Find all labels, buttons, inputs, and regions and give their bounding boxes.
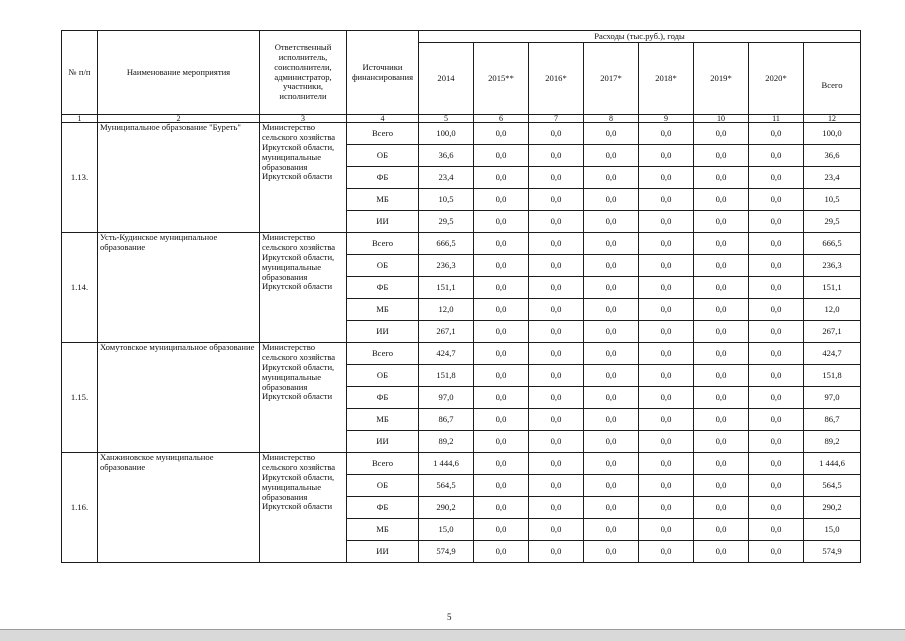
value-cell: 0,0 [749,167,804,189]
value-cell: 0,0 [584,519,639,541]
value-cell: 0,0 [639,541,694,563]
funding-source: ОБ [347,365,419,387]
funding-source: Всего [347,233,419,255]
column-number: 6 [474,115,529,123]
value-cell: 0,0 [694,211,749,233]
funding-source: ОБ [347,475,419,497]
value-cell: 0,0 [749,255,804,277]
value-cell: 267,1 [419,321,474,343]
value-cell: 0,0 [694,145,749,167]
funding-source: ФБ [347,167,419,189]
value-cell: 0,0 [749,321,804,343]
value-cell: 0,0 [749,453,804,475]
value-total-cell: 89,2 [804,431,861,453]
value-cell: 0,0 [529,365,584,387]
value-cell: 0,0 [639,387,694,409]
item-number: 1.15. [62,343,98,453]
value-cell: 0,0 [584,189,639,211]
funding-source: ОБ [347,255,419,277]
budget-table [61,30,861,563]
value-cell: 0,0 [749,211,804,233]
value-cell: 0,0 [474,145,529,167]
column-number: 2 [98,115,260,123]
value-total-cell: 15,0 [804,519,861,541]
value-total-cell: 10,5 [804,189,861,211]
value-cell: 0,0 [694,233,749,255]
value-cell: 0,0 [694,299,749,321]
value-cell: 424,7 [419,343,474,365]
value-cell: 0,0 [529,431,584,453]
value-cell: 564,5 [419,475,474,497]
value-cell: 0,0 [749,431,804,453]
value-cell: 0,0 [529,519,584,541]
value-cell: 100,0 [419,123,474,145]
header-num: № п/п [62,31,98,115]
value-cell: 0,0 [474,255,529,277]
value-cell: 0,0 [584,409,639,431]
responsible-executor: Министерство сельского хозяйства Иркутской области, муниципальные образования Иркутской области [260,343,347,453]
header-year: 2015** [474,43,529,115]
value-cell: 0,0 [639,321,694,343]
value-cell: 0,0 [474,343,529,365]
value-cell: 574,9 [419,541,474,563]
value-cell: 0,0 [639,365,694,387]
funding-source: ИИ [347,541,419,563]
value-cell: 0,0 [474,277,529,299]
value-cell: 0,0 [639,431,694,453]
value-cell: 0,0 [749,365,804,387]
value-cell: 0,0 [584,431,639,453]
value-cell: 0,0 [639,255,694,277]
value-cell: 0,0 [749,299,804,321]
value-cell: 0,0 [694,541,749,563]
value-cell: 0,0 [474,299,529,321]
value-cell: 0,0 [584,255,639,277]
value-cell: 0,0 [584,453,639,475]
value-cell: 0,0 [694,343,749,365]
column-number: 3 [260,115,347,123]
value-cell: 0,0 [529,321,584,343]
value-cell: 0,0 [474,453,529,475]
value-cell: 236,3 [419,255,474,277]
value-cell: 0,0 [639,299,694,321]
column-number: 1 [62,115,98,123]
value-total-cell: 290,2 [804,497,861,519]
value-cell: 0,0 [474,189,529,211]
value-cell: 666,5 [419,233,474,255]
value-total-cell: 151,1 [804,277,861,299]
value-cell: 0,0 [529,299,584,321]
funding-source: Всего [347,343,419,365]
value-cell: 0,0 [694,321,749,343]
value-cell: 0,0 [694,167,749,189]
funding-source: МБ [347,189,419,211]
value-cell: 0,0 [529,343,584,365]
value-cell: 0,0 [529,277,584,299]
value-cell: 0,0 [694,123,749,145]
funding-source: ФБ [347,387,419,409]
value-cell: 0,0 [639,497,694,519]
header-year: 2019* [694,43,749,115]
value-cell: 290,2 [419,497,474,519]
value-cell: 0,0 [639,343,694,365]
funding-source: Всего [347,123,419,145]
value-cell: 0,0 [639,211,694,233]
header-year: 2014 [419,43,474,115]
value-cell: 0,0 [749,497,804,519]
value-cell: 0,0 [639,123,694,145]
value-cell: 0,0 [529,541,584,563]
value-cell: 0,0 [749,541,804,563]
value-cell: 0,0 [694,255,749,277]
header-total: Всего [804,43,861,115]
value-cell: 0,0 [474,123,529,145]
header-year: 2016* [529,43,584,115]
value-cell: 0,0 [694,365,749,387]
activity-name: Хомутовское муниципальное образование [98,343,260,453]
item-number: 1.13. [62,123,98,233]
column-number: 7 [529,115,584,123]
table-body [62,123,861,563]
value-cell: 0,0 [694,387,749,409]
column-number: 5 [419,115,474,123]
value-cell: 0,0 [474,387,529,409]
table-row [62,343,861,365]
value-cell: 0,0 [474,365,529,387]
value-cell: 23,4 [419,167,474,189]
funding-source: ИИ [347,321,419,343]
value-total-cell: 666,5 [804,233,861,255]
value-cell: 0,0 [529,453,584,475]
funding-source: МБ [347,519,419,541]
value-cell: 0,0 [694,519,749,541]
value-cell: 0,0 [749,343,804,365]
funding-source: МБ [347,409,419,431]
value-cell: 0,0 [749,189,804,211]
value-cell: 0,0 [749,519,804,541]
value-cell: 0,0 [584,145,639,167]
funding-source: ОБ [347,145,419,167]
column-number: 9 [639,115,694,123]
value-cell: 0,0 [749,387,804,409]
value-total-cell: 100,0 [804,123,861,145]
value-cell: 0,0 [529,409,584,431]
value-total-cell: 97,0 [804,387,861,409]
table-row [62,123,861,145]
value-cell: 0,0 [749,277,804,299]
value-cell: 0,0 [639,453,694,475]
value-cell: 0,0 [474,167,529,189]
funding-source: ИИ [347,431,419,453]
value-cell: 0,0 [639,189,694,211]
value-total-cell: 424,7 [804,343,861,365]
funding-source: Всего [347,453,419,475]
value-cell: 29,5 [419,211,474,233]
value-cell: 0,0 [474,431,529,453]
value-cell: 151,1 [419,277,474,299]
value-cell: 0,0 [474,211,529,233]
value-cell: 0,0 [694,277,749,299]
value-cell: 0,0 [529,211,584,233]
value-cell: 0,0 [749,145,804,167]
value-cell: 86,7 [419,409,474,431]
value-cell: 0,0 [584,475,639,497]
value-cell: 0,0 [584,387,639,409]
value-cell: 0,0 [694,189,749,211]
value-cell: 0,0 [694,497,749,519]
page-number: 5 [447,612,452,622]
value-cell: 0,0 [529,497,584,519]
header-year: 2017* [584,43,639,115]
funding-source: МБ [347,299,419,321]
value-total-cell: 36,6 [804,145,861,167]
value-cell: 0,0 [584,343,639,365]
value-total-cell: 151,8 [804,365,861,387]
column-number: 4 [347,115,419,123]
value-total-cell: 267,1 [804,321,861,343]
value-cell: 0,0 [639,409,694,431]
value-cell: 0,0 [584,299,639,321]
responsible-executor: Министерство сельского хозяйства Иркутской области, муниципальные образования Иркутской области [260,233,347,343]
value-cell: 0,0 [529,233,584,255]
value-total-cell: 574,9 [804,541,861,563]
value-cell: 0,0 [584,541,639,563]
funding-source: ФБ [347,497,419,519]
value-cell: 0,0 [639,475,694,497]
header-year: 2020* [749,43,804,115]
value-cell: 0,0 [474,321,529,343]
value-cell: 0,0 [584,365,639,387]
item-number: 1.16. [62,453,98,563]
table-row [62,233,861,255]
value-cell: 0,0 [639,519,694,541]
value-cell: 36,6 [419,145,474,167]
header-source: Источники финансирования [347,31,419,115]
table-row [62,453,861,475]
responsible-executor: Министерство сельского хозяйства Иркутской области, муниципальные образования Иркутской области [260,453,347,563]
value-cell: 0,0 [584,497,639,519]
header-year: 2018* [639,43,694,115]
column-number: 8 [584,115,639,123]
value-cell: 0,0 [584,123,639,145]
value-cell: 151,8 [419,365,474,387]
value-cell: 0,0 [749,475,804,497]
value-cell: 0,0 [584,321,639,343]
value-cell: 12,0 [419,299,474,321]
value-cell: 0,0 [749,409,804,431]
value-cell: 0,0 [474,497,529,519]
responsible-executor: Министерство сельского хозяйства Иркутской области, муниципальные образования Иркутской области [260,123,347,233]
value-total-cell: 23,4 [804,167,861,189]
value-cell: 0,0 [694,431,749,453]
value-cell: 0,0 [749,123,804,145]
value-cell: 0,0 [694,409,749,431]
activity-name: Ханжиновское муниципальное образование [98,453,260,563]
value-total-cell: 564,5 [804,475,861,497]
value-cell: 0,0 [529,255,584,277]
value-cell: 0,0 [639,167,694,189]
header-executor: Ответственный исполнитель, соисполнители, администратор, участники, исполнители [260,31,347,115]
scan-bottom-edge [0,629,905,641]
value-cell: 0,0 [529,189,584,211]
activity-name: Муниципальное образование "Буреть" [98,123,260,233]
item-number: 1.14. [62,233,98,343]
column-number: 11 [749,115,804,123]
value-cell: 0,0 [529,475,584,497]
value-cell: 1 444,6 [419,453,474,475]
header-name: Наименование мероприятия [98,31,260,115]
value-cell: 0,0 [584,167,639,189]
value-cell: 0,0 [529,145,584,167]
value-total-cell: 236,3 [804,255,861,277]
value-cell: 0,0 [694,453,749,475]
value-cell: 0,0 [474,409,529,431]
value-cell: 0,0 [584,277,639,299]
value-cell: 0,0 [639,277,694,299]
column-number: 12 [804,115,861,123]
column-number-row [62,115,861,123]
value-cell: 10,5 [419,189,474,211]
value-cell: 0,0 [529,387,584,409]
value-total-cell: 29,5 [804,211,861,233]
value-cell: 0,0 [749,233,804,255]
value-cell: 89,2 [419,431,474,453]
value-cell: 0,0 [639,233,694,255]
header-expenses: Расходы (тыс.руб.), годы [419,31,861,43]
funding-source: ИИ [347,211,419,233]
value-total-cell: 1 444,6 [804,453,861,475]
funding-source: ФБ [347,277,419,299]
value-cell: 0,0 [584,233,639,255]
value-cell: 0,0 [584,211,639,233]
activity-name: Усть-Кудинское муниципальное образование [98,233,260,343]
value-cell: 0,0 [474,475,529,497]
column-number: 10 [694,115,749,123]
value-total-cell: 12,0 [804,299,861,321]
value-total-cell: 86,7 [804,409,861,431]
value-cell: 0,0 [474,233,529,255]
value-cell: 15,0 [419,519,474,541]
value-cell: 0,0 [529,167,584,189]
value-cell: 97,0 [419,387,474,409]
value-cell: 0,0 [474,519,529,541]
value-cell: 0,0 [474,541,529,563]
value-cell: 0,0 [694,475,749,497]
value-cell: 0,0 [529,123,584,145]
value-cell: 0,0 [639,145,694,167]
